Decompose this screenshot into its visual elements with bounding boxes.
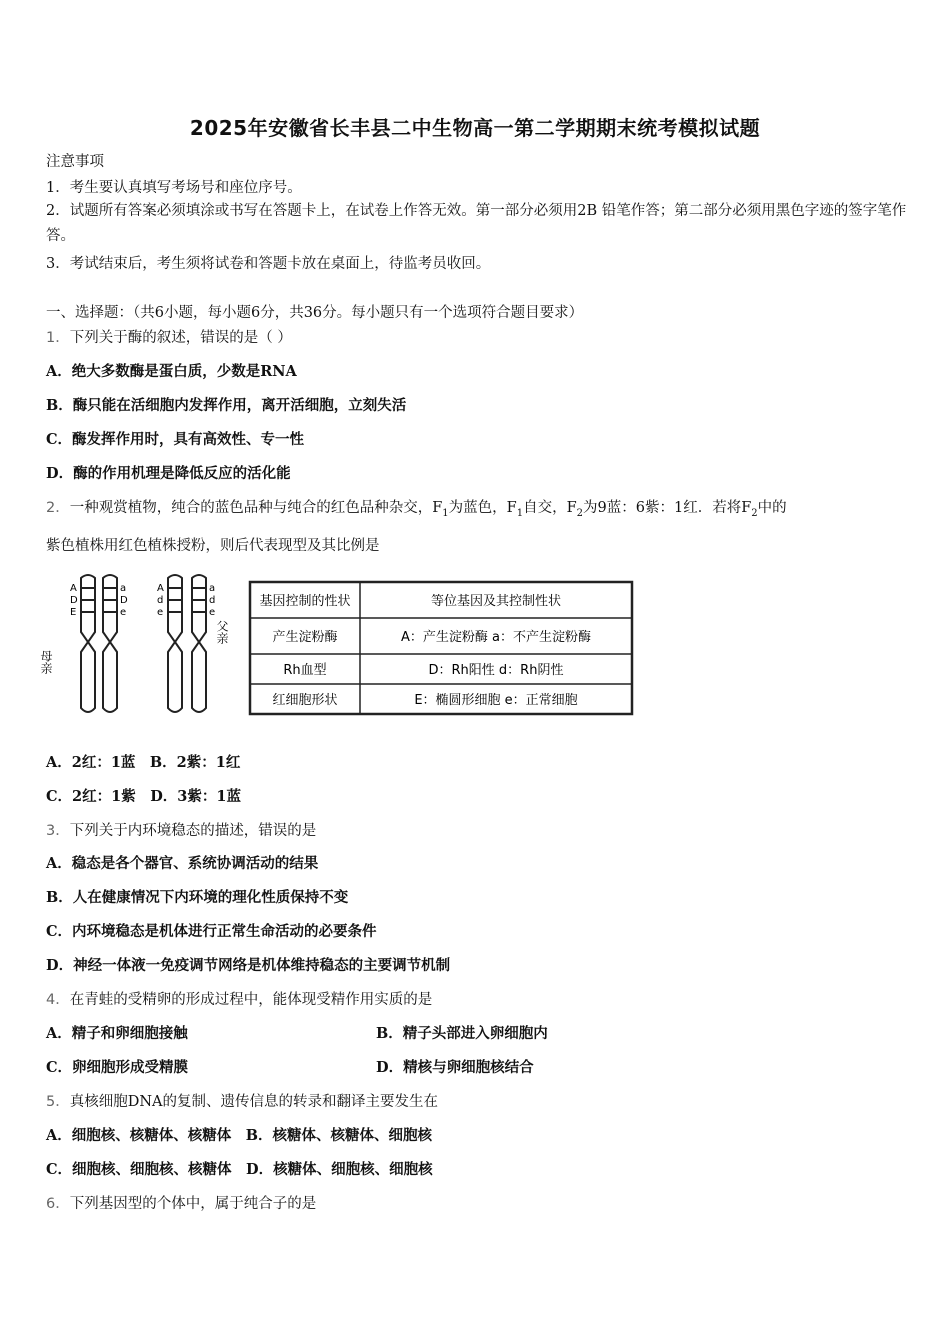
q3-option-d: D．神经一体液一免疫调节网络是机体维持稳态的主要调节机制 xyxy=(46,957,451,974)
question-6 xyxy=(46,1192,316,1213)
q2-stem-part: 自交，F xyxy=(523,500,577,516)
question-number: 3． xyxy=(46,823,70,839)
q5-options-row-2: C．细胞核、细胞核、核糖体 D．核糖体、细胞核、细胞核 xyxy=(46,1161,433,1178)
section-heading: 一、选择题：（共6小题，每小题6分，共36分。每小题只有一个选项符合题目要求） xyxy=(46,305,584,321)
q2-stem-part: 为蓝色，F xyxy=(448,500,517,516)
father-label: 父亲 xyxy=(215,620,229,644)
question-stem: 下列关于内环境稳态的描述，错误的是 xyxy=(69,823,317,839)
allele-label: e xyxy=(157,607,164,618)
allele-label: E xyxy=(70,607,77,618)
table-header: 等位基因及其控制性状 xyxy=(430,594,562,609)
subscript: 1 xyxy=(442,507,449,519)
q2-stem-line-2: 紫色植株用红色植株授粉，则后代表现型及其比例是 xyxy=(46,538,380,554)
allele-label: D xyxy=(70,595,78,606)
allele-label: d xyxy=(209,595,216,606)
allele-label: e xyxy=(209,607,216,618)
question-number: 1． xyxy=(46,330,70,346)
table-cell: 产生淀粉酶 xyxy=(272,630,338,645)
allele-label: A xyxy=(70,583,77,594)
allele-label: a xyxy=(209,583,216,594)
q3-option-c: C．内环境稳态是机体进行正常生命活动的必要条件 xyxy=(46,923,377,940)
q1-option-a: A．绝大多数酶是蛋白质，少数是RNA xyxy=(46,363,297,380)
question-4 xyxy=(46,988,432,1009)
question-2 xyxy=(46,496,787,519)
notice-item-3: 3．考试结束后，考生须将试卷和答题卡放在桌面上，待监考员收回。 xyxy=(46,256,491,272)
subscript: 1 xyxy=(516,507,524,519)
q3-option-b: B．人在健康情况下内环境的理化性质保持不变 xyxy=(46,889,349,906)
table-cell: Rh血型 xyxy=(283,663,327,678)
question-number: 6． xyxy=(46,1196,70,1212)
allele-label: A xyxy=(157,583,164,594)
question-stem: 真核细胞DNA的复制、遗传信息的转录和翻译主要发生在 xyxy=(69,1094,439,1110)
allele-label: a xyxy=(120,583,127,594)
question-5 xyxy=(46,1090,438,1111)
q2-options-row-2: C．2红：1紫 D．3紫：1蓝 xyxy=(46,788,241,805)
question-number: 4． xyxy=(46,992,70,1008)
q5-options-row-1: A．细胞核、核糖体、核糖体 B．核糖体、核糖体、细胞核 xyxy=(46,1127,433,1144)
question-1 xyxy=(46,326,292,347)
q1-option-b: B．酶只能在活细胞内发挥作用，离开活细胞，立刻失活 xyxy=(46,397,407,414)
q1-option-c: C．酶发挥作用时，具有高效性、专一性 xyxy=(46,431,305,448)
question-3 xyxy=(46,819,316,840)
q4-option-b: B．精子头部进入卵细胞内 xyxy=(376,1025,548,1042)
mother-label: 母亲 xyxy=(39,650,53,674)
subscript: 2 xyxy=(751,507,758,519)
table-cell: D：Rh阳性 d：Rh阴性 xyxy=(428,663,564,678)
question-stem: 在青蛙的受精卵的形成过程中，能体现受精作用实质的是 xyxy=(69,992,433,1008)
father-chromosomes xyxy=(168,575,206,712)
allele-label: e xyxy=(120,607,127,618)
question-number: 5． xyxy=(46,1094,70,1110)
table-cell: 红细胞形状 xyxy=(272,693,338,708)
question-number: 2． xyxy=(46,500,70,516)
allele-label: d xyxy=(157,595,164,606)
table-cell: E：椭圆形细胞 e：正常细胞 xyxy=(414,693,578,708)
q4-option-d: D．精核与卵细胞核结合 xyxy=(376,1059,534,1076)
table-cell: A：产生淀粉酶 a：不产生淀粉酶 xyxy=(401,630,591,645)
allele-label: D xyxy=(120,595,128,606)
mother-chromosomes xyxy=(81,575,117,712)
question-stem: 下列关于酶的叙述，错误的是（ ） xyxy=(69,330,292,346)
table-header: 基因控制的性状 xyxy=(259,594,351,609)
q4-option-a: A．精子和卵细胞接触 xyxy=(46,1025,188,1042)
page-title: 2025年安徽省长丰县二中生物高一第二学期期末统考模拟试题 xyxy=(189,116,761,140)
notice-item-1: 1．考生要认真填写考场号和座位序号。 xyxy=(46,180,302,196)
subscript: 2 xyxy=(576,507,584,519)
q4-option-c: C．卵细胞形成受精膜 xyxy=(46,1059,189,1076)
q2-options-row-1: A．2红：1蓝 B．2紫：1红 xyxy=(46,754,241,771)
notice-heading: 注意事项 xyxy=(46,154,104,170)
question-stem: 下列基因型的个体中，属于纯合子的是 xyxy=(69,1196,317,1212)
q3-option-a: A．稳态是各个器官、系统协调活动的结果 xyxy=(46,855,319,872)
q2-stem-part: 一种观赏植物，纯合的蓝色品种与纯合的红色品种杂交，F xyxy=(69,500,443,516)
q2-stem-part: 为9蓝：6紫：1红．若将F xyxy=(583,500,752,516)
q1-option-d: D．酶的作用机理是降低反应的活化能 xyxy=(46,465,291,482)
q2-stem-part: 中的 xyxy=(757,500,787,516)
chromosome-figure xyxy=(39,570,646,720)
notice-item-2: 2．试题所有答案必须填涂或书写在答题卡上，在试卷上作答无效。第一部分必须用2B 铅笔作答；第二部分必须用黑色字迹的签字笔作答。 xyxy=(46,203,907,244)
